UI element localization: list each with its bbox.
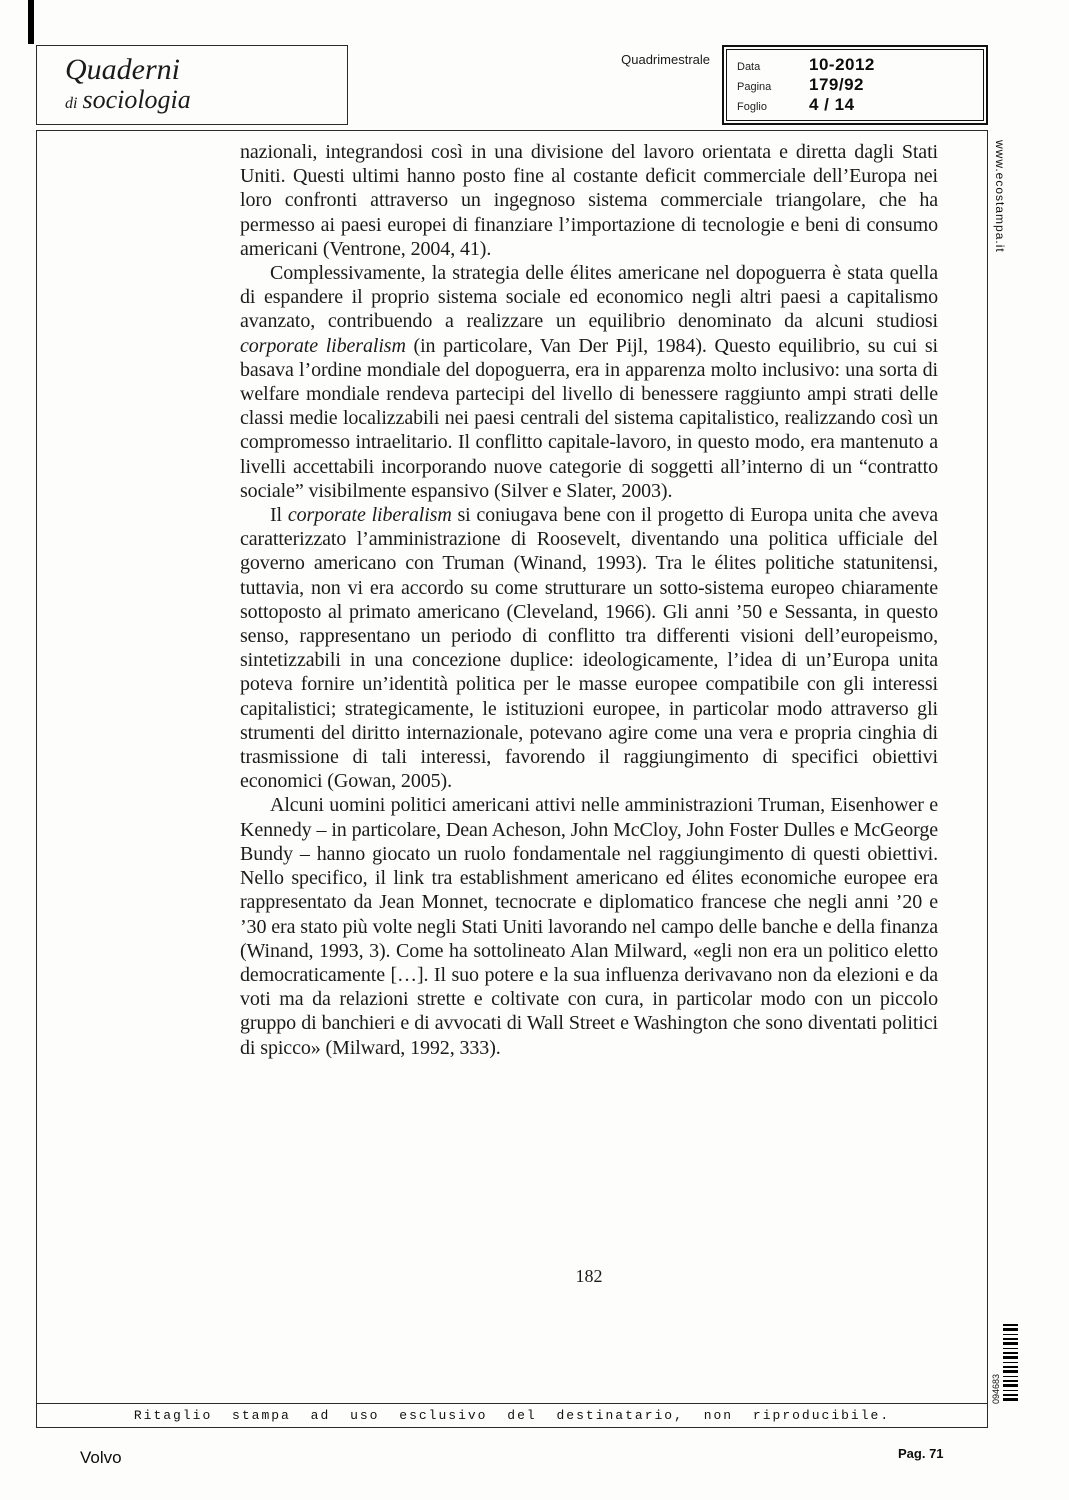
- paragraph: Complessivamente, la strategia delle élites americane nel dopoguerra è stata quella di espandere il proprio sistema sociale ed economico negli altri paesi a capitalismo avanzato, contribuendo a realizzare un equilibrio denominato da alcuni studiosi corporate liberalism (in particolare, Van Der Pijl, 1984). Questo equilibrio, su cui si basava l’ordine mondiale del dopoguerra, era in apparenza molto inclusivo: una sorta di welfare mondiale rendeva partecipi del livello di benessere raggiunto ampi strati delle classi medie localizzabili nei paesi centrali del sistema capitalistico, realizzando così un compromesso intraelitario. Il conflitto capitale-lavoro, in questo modo, era mantenuto a livelli accettabili incorporando nuove categorie di soggetti all’interno di un “contratto sociale” visibilmente espansivo (Silver e Slater, 2003).: [240, 262, 938, 502]
- paragraph: Il corporate liberalism si coniugava bene con il progetto di Europa unita che aveva caratterizzato l’amministrazione di Roosevelt, diventando una politica ufficiale del governo americano con Truman (Winand, 1993). Tra le élites politiche statunitensi, tuttavia, non vi era accordo su come strutturare un sotto-sistema europeo chiaramente sottoposto al primato americano (Cleveland, 1966). Gli anni ’50 e Sessanta, in questo senso, rappresentano un periodo di conflitto tra differenti visioni dell’europeismo, sintetizzabili in una concezione duplice: ideologicamente, l’idea di un’Europa unita poteva fornire un’identità politica per le masse europee compatibile con gli interessi capitalistici; strategicamente, le istituzioni europee, in particolar modo attraverso gli strumenti del diritto internazionale, potevano agire come una vera e propria cinghia di trasmissione di tali interessi, favorendo il raggiungimento di specifici obiettivi economici (Gowan, 2005).: [240, 504, 938, 793]
- paragraph: nazionali, integrandosi così in una divisione del lavoro orientata e diretta dagli Stati Uniti. Questi ultimi hanno posto fine al costante deficit commerciale dell’Europa nei loro confronti attraverso un ingegnoso sistema commerciale triangolare, che ha permesso ai paesi europei di finanziare l’importazione di tecnologie e beni di consumo americani (Ventrone, 2004, 41).: [240, 141, 938, 260]
- footer-disclaimer-text: Ritaglio stampa ad uso esclusivo del destinatario, non riproducibile.: [133, 1408, 891, 1423]
- main-content-box: [36, 130, 988, 1428]
- clipping-info-box-inner: [726, 49, 984, 121]
- scan-artifact: [28, 0, 34, 44]
- page-ref: Pag. 71: [898, 1446, 944, 1461]
- info-value-foglio: 4 / 14: [809, 95, 855, 114]
- barcode-number: 094683: [991, 1373, 1001, 1404]
- masthead-title-prefix: di: [65, 95, 78, 112]
- barcode: [991, 1322, 1018, 1404]
- periodicity-label: Quadrimestrale: [621, 52, 710, 67]
- info-label-foglio: Foglio: [737, 101, 767, 113]
- article-body: [240, 140, 938, 1060]
- page-number: 182: [575, 1266, 603, 1286]
- footer-disclaimer-bar: [37, 1403, 987, 1427]
- info-label-pagina: Pagina: [737, 81, 772, 93]
- paragraph: Alcuni uomini politici americani attivi nelle amministrazioni Truman, Eisenhower e Kennedy – in particolare, Dean Acheson, John McCloy, John Foster Dulles e McGeorge Bundy – hanno giocato un ruolo fondamentale nel raggiungimento di questi obiettivi. Nello specifico, il link tra establishment americano ed élites economiche europee era rappresentato da Jean Monnet, tecnocrate e diplomatico francese che negli anni ’20 e ’30 era stato più volte negli Stati Uniti lavorando nel campo delle banche e della finanza (Winand, 1993, 3). Come ha sottolineato Alan Milward, «egli non era un politico eletto democraticamente […]. Il suo potere e la sua influenza derivavano non da elezioni e da voti ma da relazioni strette e coltivate con cura, in particolar modo con un piccolo gruppo di banchieri e di avvocati di Wall Street e Washington che sono diventati politici di spicco» (Milward, 1992, 333).: [240, 794, 938, 1059]
- client-name: Volvo: [80, 1448, 122, 1467]
- info-row-foglio: [737, 95, 973, 115]
- info-row-pagina: [737, 75, 973, 95]
- ecostampa-url-vertical: www.ecostampa.it: [993, 140, 1007, 253]
- masthead-title-main: sociologia: [82, 85, 191, 114]
- info-value-pagina: 179/92: [809, 75, 864, 94]
- info-value-data: 10-2012: [809, 55, 875, 74]
- info-row-data: [737, 55, 973, 75]
- masthead-title-line1: Quaderni: [65, 53, 180, 86]
- info-label-data: Data: [737, 61, 761, 73]
- clipping-info-box: [722, 45, 988, 125]
- barcode-bars: [1003, 1324, 1018, 1404]
- masthead-box: [36, 45, 348, 125]
- masthead-title-line2: [65, 86, 347, 118]
